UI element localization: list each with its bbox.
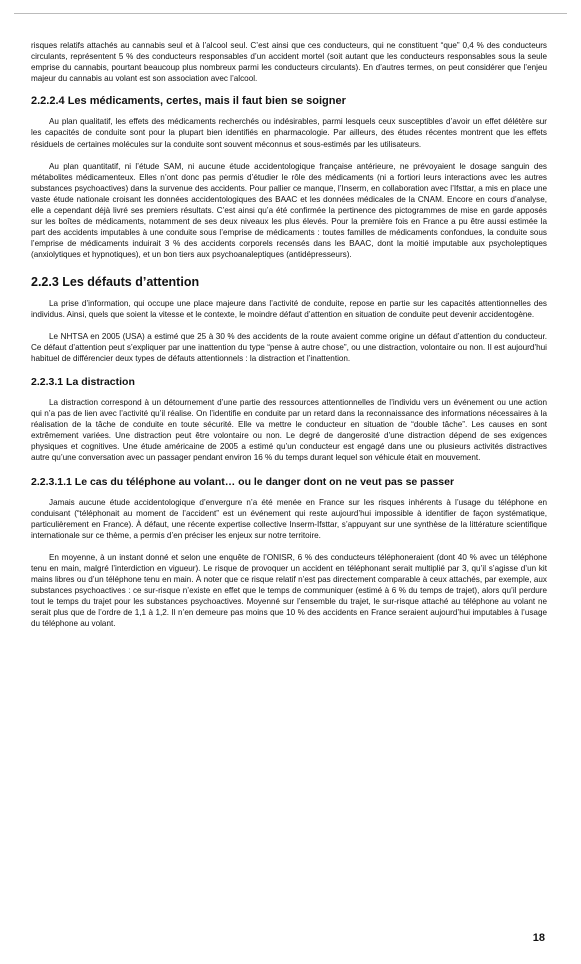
paragraph-prise-information: La prise d’information, qui occupe une place majeure dans l’activité de conduite, repose en partie sur les capacités attentionnelles des individus. Ainsi, quels que soient la vitesse et le contexte, le moindre défaut d’attention en situation de conduite peut devenir accidentogène.	[31, 298, 547, 319]
heading-223-defauts-attention: 2.2.3 Les défauts d’attention	[31, 274, 200, 289]
heading-2231-distraction: 2.2.3.1 La distraction	[31, 375, 135, 388]
paragraph-cannabis-alcohol: risques relatifs attachés au cannabis seul et à l’alcool seul. C’est ainsi que ces conducteurs, qui ne constituent “que” 0,4 % des conducteurs circulants, représentent 5 % des conducteurs responsables d’un accident mortel (soit autant que les conducteurs responsables sous la seule emprise du cannabis, pourtant beaucoup plus nombreux parmi les conducteurs circulants). En d’autres termes, on peut considérer que l’enjeu majeur du cannabis au volant est son association avec l’alcool.	[31, 41, 547, 84]
paragraph-quantitatif: Au plan quantitatif, ni l’étude SAM, ni aucune étude accidentologique française antérieure, ne prévoyaient le dosage sanguin des métabolites médicamenteux. Elles n’ont donc pas permis d’étudier le rôle des médicaments (ni a fortiori leurs interactions avec les autres substances psychoactives) dans la survenue des accidents. Pour pallier ce manque, l’Inserm, en collaboration avec l’Ifsttar, a mis en place une vaste étude nationale croisant les données accidentologiques des BAAC et les données médicales de la CNAM. Encore en cours d’analyse, elle a cependant déjà livré ses premiers résultats. C’est ainsi qu’a été confirmée la pertinence des pictogrammes de mise en garde apposés sur les boîtes de médicaments, notamment de ses deux niveaux les plus élevés. Pour la première fois en France a pu être aussi estimée la part des accidents imputables à une conduite sous l’emprise de médicaments : toutes familles de médicaments confondues, la conduite sous l’emprise de médicaments induirait 3 % des accidents corporels recensés dans les BAAC, dont la moitié imputable aux psycholeptiques (anxiolytiques et hypnotiques), et un bon tiers aux psychoanaleptiques (antidépresseurs).	[31, 161, 547, 260]
document-body	[31, 40, 547, 641]
heading-22311-telephone: 2.2.3.1.1 Le cas du téléphone au volant… ou le danger dont on ne veut pas se passer	[31, 475, 455, 488]
paragraph-jamais-etude: Jamais aucune étude accidentologique d’envergure n’a été menée en France sur les risques inhérents à l’usage du téléphone en conduisant (“téléphonait au moment de l’accident” est un événement qui reste aujourd’hui impossible à identifier de façon systématique, particulièrement en France). À défaut, une récente expertise collective Inserm-Ifsttar, s’appuyant sur une synthèse de la littérature scientifique internationale sur ce thème, a permis d’en préciser les enjeux sur notre territoire.	[31, 497, 547, 540]
heading-2224-medicaments: 2.2.2.4 Les médicaments, certes, mais il faut bien se soigner	[31, 95, 346, 108]
header-rule	[14, 13, 567, 14]
paragraph-en-moyenne: En moyenne, à un instant donné et selon une enquête de l’ONISR, 6 % des conducteurs téléphoneraient (dont 40 % avec un téléphone tenu en main, malgré l’interdiction en vigueur). Le risque de provoquer un accident en téléphonant serait multiplié par 3, qu’il s’agisse d’un kit mains libres ou d’un téléphone tenu en main. À noter que ce risque relatif n’est pas directement comparable à ceux attachés, par exemple, aux substances psychoactives : ce sur-risque n’existe en effet que le temps de communiquer (estimé à 6 % du temps de trajet), alors qu’il perdure tout le temps du trajet pour les substances psychoactives. Moyenné sur l’ensemble du trajet, le sur-risque attaché au téléphone au volant ne serait plus que de l’ordre de 1,1 à 1,2. Il n’en demeure pas moins que 10 % des accidents en France seraient aujourd’hui imputables à l’usage du téléphone au volant.	[31, 552, 547, 629]
paragraph-distraction: La distraction correspond à un détournement d’une partie des ressources attentionnelles de l’individu vers un événement ou une action qui n’a pas de lien avec l’activité qu’il réalise. On l’identifie en conduite par un retard dans la reconnaissance des informations nécessaires à la réalisation de la tâche de conduite en toute sécurité. Elle va mettre le conducteur en situation de “double tâche”. Les causes en sont extrêmement variées. Une distraction peut être volontaire ou non. Le degré de dangerosité d’une distraction dépend de ses exigences physiques et cognitives. Une étude américaine de 2005 a estimé qu’un conducteur est engagé dans une ou plusieurs activités distractives autre qu’une conversation avec un passager pendant environ 16 % du temps durant lequel son véhicule était en mouvement.	[31, 397, 547, 463]
page-number: 18	[532, 932, 545, 944]
paragraph-nhtsa: Le NHTSA en 2005 (USA) a estimé que 25 à 30 % des accidents de la route avaient comme origine un défaut d’attention du conducteur. Ce défaut d’attention peut s’expliquer par une inattention du type “pense à autre chose”, ou une distraction, volontaire ou non. Il est aujourd’hui habituel de différencier deux types de défauts attentionnels : la distraction et l’inattention.	[31, 331, 547, 363]
paragraph-qualitatif: Au plan qualitatif, les effets des médicaments recherchés ou indésirables, parmi lesquels ceux susceptibles d’avoir un effet délétère sur les capacités de conduite sont pour la plupart bien identifiés en pharmacologie. Par ailleurs, des études récentes montrent que les effets résiduels de certaines molécules sur la conduite sont souvent méconnus et sous-estimés par les utilisateurs.	[31, 117, 547, 149]
